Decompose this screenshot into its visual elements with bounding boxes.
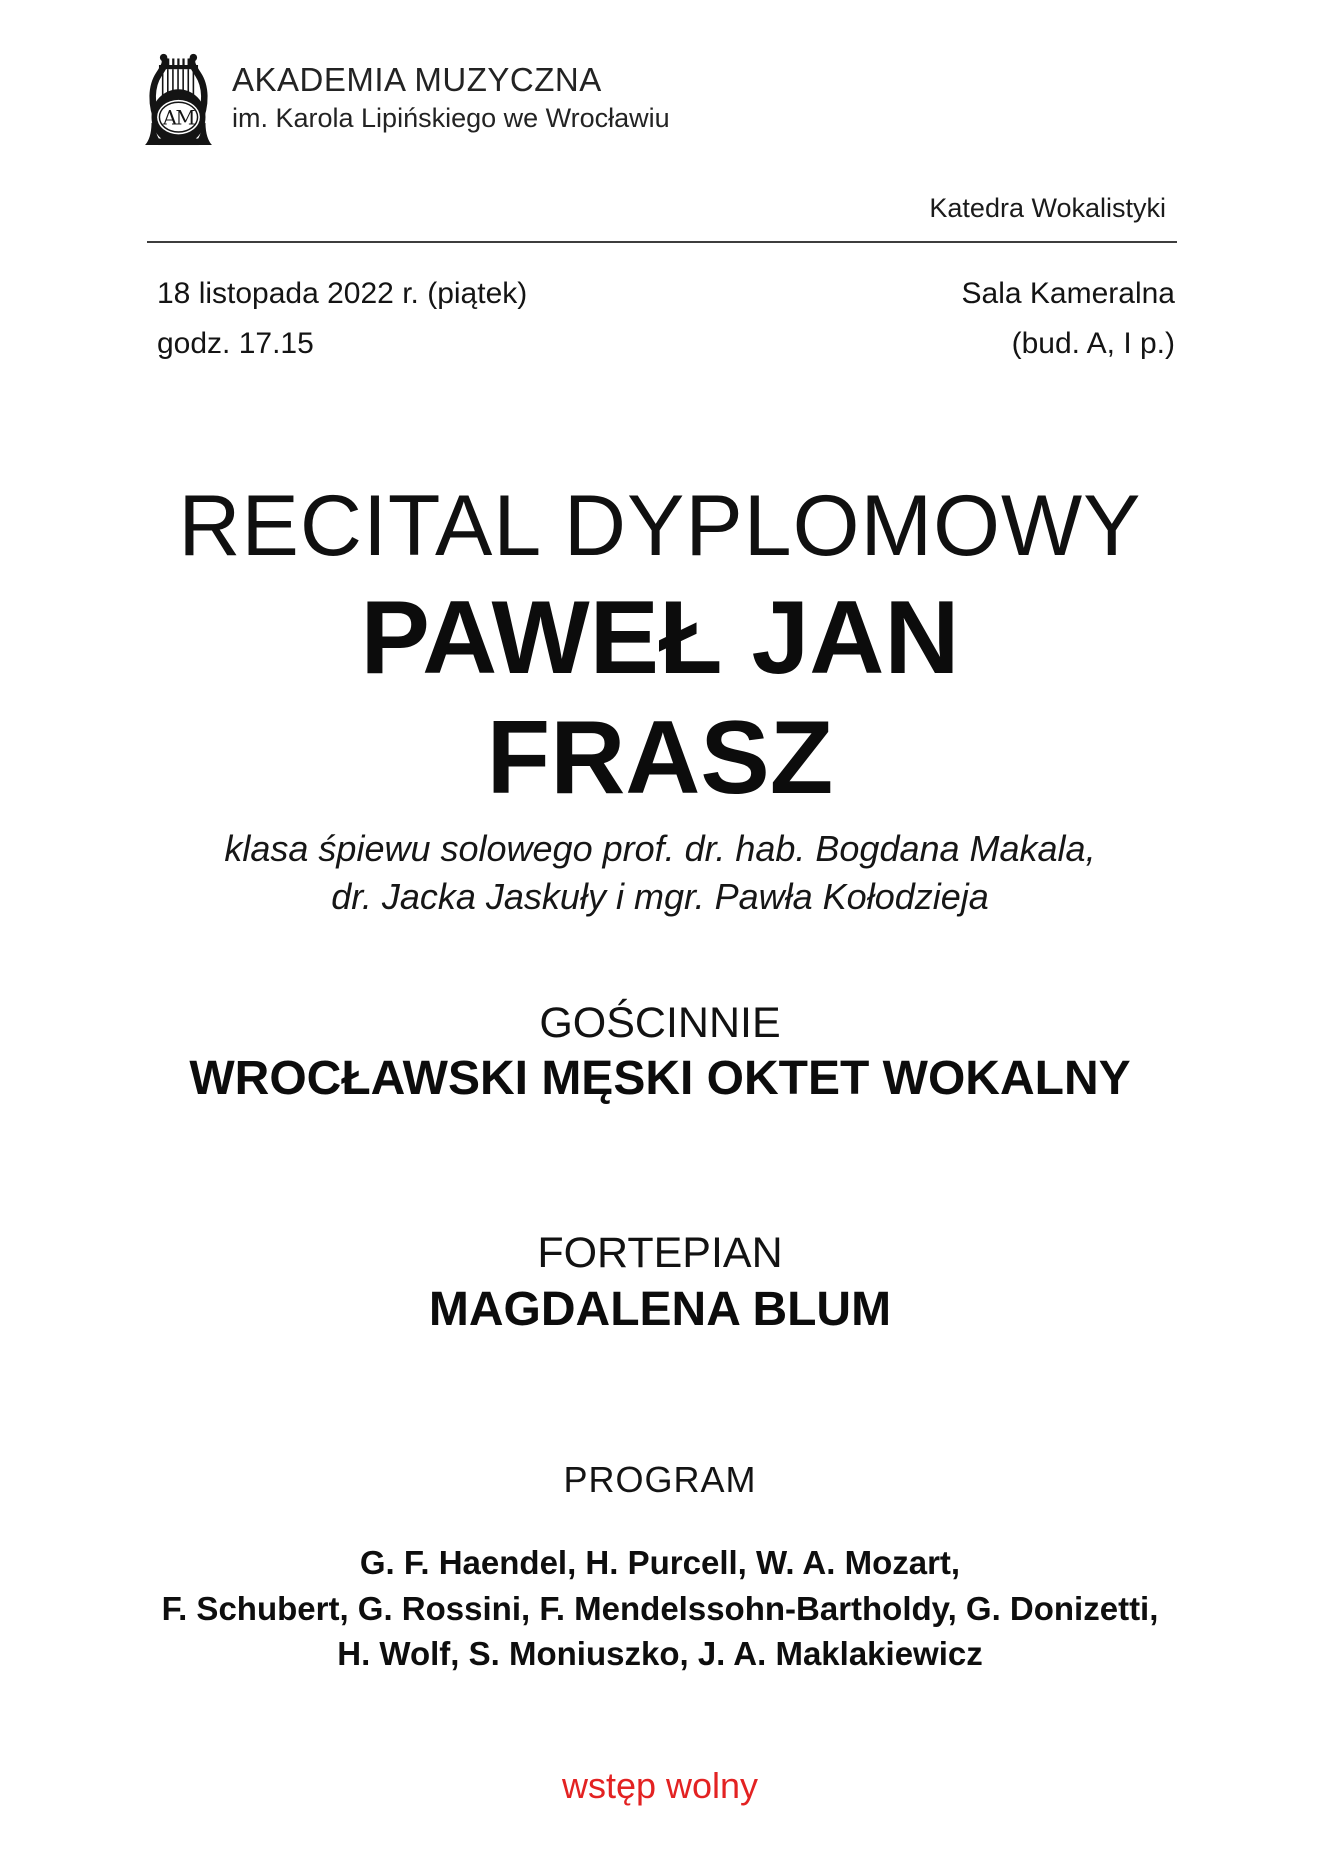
guest-label: GOŚCINNIE [539, 998, 781, 1047]
lyre-logo-icon [145, 50, 212, 147]
academy-logo [145, 48, 1320, 148]
divider-line [147, 241, 1177, 243]
piano-section [0, 1227, 1320, 1339]
guest-section [0, 997, 1320, 1109]
performer-name-line1: PAWEŁ JAN [360, 579, 960, 696]
vocal-class-info [0, 825, 1320, 921]
department-label: Katedra Wokalistyki [929, 193, 1166, 223]
performer-name [0, 578, 1320, 819]
event-venue-detail: (bud. A, I p.) [1011, 327, 1175, 361]
event-venue: Sala Kameralna [961, 277, 1175, 311]
program-composers-line2: F. Schubert, G. Rossini, F. Mendelssohn-Bartholdy, G. Donizetti, [161, 1589, 1159, 1627]
academy-name-line1: AKADEMIA MUZYCZNA [232, 61, 602, 99]
program-section [0, 1457, 1320, 1677]
logo-monogram: AM [162, 106, 195, 130]
piano-label: FORTEPIAN [537, 1228, 783, 1277]
event-time: godz. 17.15 [157, 327, 314, 361]
vocal-class-line1: klasa śpiewu solowego prof. dr. hab. Bogdana Makala, [224, 827, 1096, 869]
program-label: PROGRAM [563, 1459, 757, 1501]
academy-name [232, 62, 670, 133]
academy-name-line2: im. Karola Lipińskiego we Wrocławiu [232, 102, 670, 133]
admission-note: wstęp wolny [561, 1764, 759, 1806]
event-date: 18 listopada 2022 r. (piątek) [157, 277, 528, 311]
event-info [157, 269, 1175, 369]
recital-type-title: RECITAL DYPLOMOWY [178, 478, 1142, 575]
vocal-class-line2: dr. Jacka Jaskuły i mgr. Pawła Kołodzieja [331, 875, 989, 917]
header [0, 0, 1320, 369]
program-composers-line3: H. Wolf, S. Moniuszko, J. A. Maklakiewicz [337, 1635, 983, 1673]
recital-title-block [0, 478, 1320, 920]
event-info-row-1 [157, 269, 1175, 319]
guest-ensemble-name: WROCŁAWSKI MĘSKI OKTET WOKALNY [189, 1052, 1131, 1106]
program-body [0, 478, 1320, 1807]
event-info-row-2 [157, 319, 1175, 369]
performer-name-line2: FRASZ [486, 700, 834, 817]
program-composers-line1: G. F. Haendel, H. Purcell, W. A. Mozart, [359, 1544, 961, 1582]
program-composers [0, 1540, 1320, 1677]
pianist-name: MAGDALENA BLUM [428, 1282, 892, 1336]
